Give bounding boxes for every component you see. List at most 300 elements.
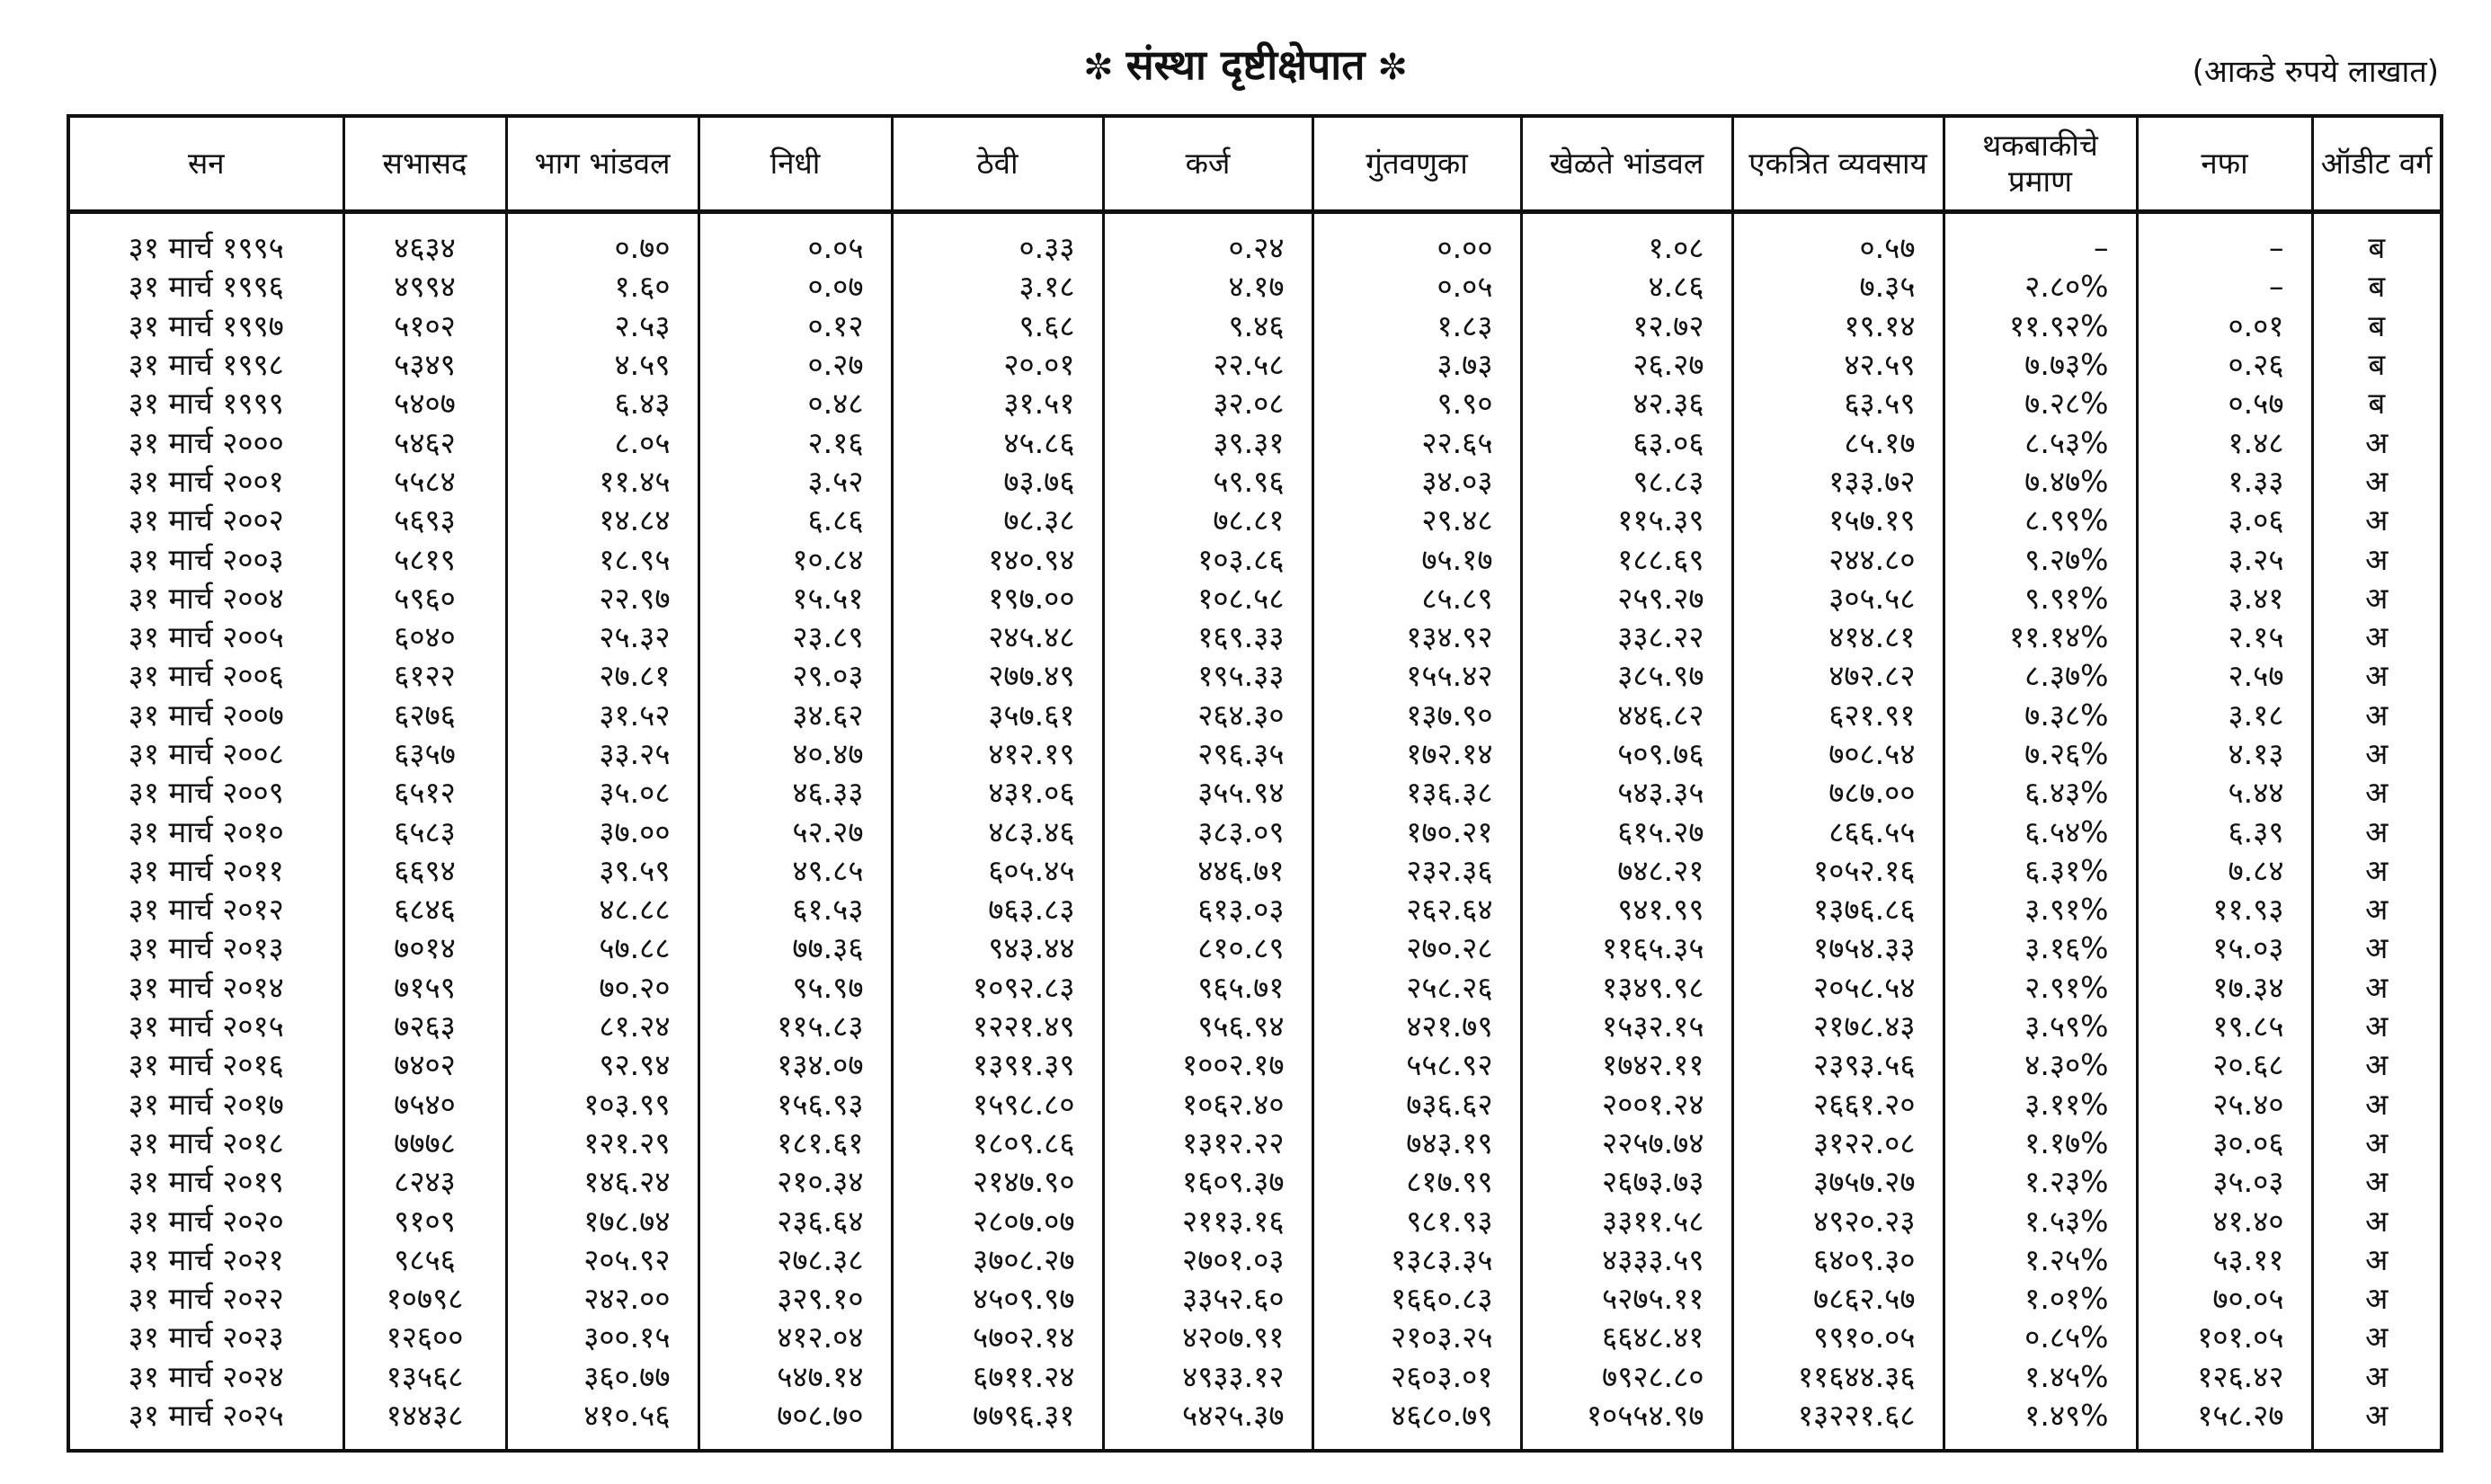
cell-deposits: ३.१८ bbox=[892, 267, 1103, 306]
table-row bbox=[68, 1201, 2442, 1240]
header-total-business: एकत्रित व्यवसाय bbox=[1732, 116, 1944, 212]
cell-deposits: ४३१.०६ bbox=[892, 773, 1103, 812]
cell-profit: – bbox=[2137, 212, 2312, 268]
cell-share-capital: ३६०.७७ bbox=[506, 1357, 698, 1396]
cell-members: ६०४० bbox=[343, 618, 506, 656]
cell-audit-class: अ bbox=[2312, 929, 2442, 967]
cell-audit-class: अ bbox=[2312, 890, 2442, 929]
cell-year: ३१ मार्च २००९ bbox=[68, 773, 343, 812]
cell-audit-class: अ bbox=[2312, 734, 2442, 773]
cell-audit-class: अ bbox=[2312, 773, 2442, 812]
cell-audit-class: अ bbox=[2312, 422, 2442, 461]
cell-profit: १.३३ bbox=[2137, 462, 2312, 501]
cell-profit: ३.४१ bbox=[2137, 579, 2312, 618]
cell-loans: ३२.०८ bbox=[1103, 384, 1312, 422]
cell-npa-ratio: १.५३% bbox=[1944, 1201, 2137, 1240]
cell-year: ३१ मार्च २००८ bbox=[68, 734, 343, 773]
table-row bbox=[68, 773, 2442, 812]
table-row bbox=[68, 1318, 2442, 1356]
cell-funds: ३.५२ bbox=[698, 462, 892, 501]
cell-year: ३१ मार्च २००१ bbox=[68, 462, 343, 501]
cell-working-capital: ९८.८३ bbox=[1521, 462, 1732, 501]
cell-total-business: २०५८.५४ bbox=[1732, 968, 1944, 1007]
cell-members: ५६९३ bbox=[343, 501, 506, 539]
cell-total-business: ३१२२.०८ bbox=[1732, 1124, 1944, 1162]
cell-investments: ०.०० bbox=[1312, 212, 1521, 268]
cell-funds: ९५.९७ bbox=[698, 968, 892, 1007]
cell-loans: ९.४६ bbox=[1103, 307, 1312, 345]
cell-total-business: २४४.८० bbox=[1732, 539, 1944, 578]
cell-year: ३१ मार्च २००६ bbox=[68, 656, 343, 695]
cell-working-capital: १२.७२ bbox=[1521, 307, 1732, 345]
cell-total-business: १३३.७२ bbox=[1732, 462, 1944, 501]
cell-working-capital: २६७३.७३ bbox=[1521, 1162, 1732, 1201]
cell-share-capital: २५.३२ bbox=[506, 618, 698, 656]
cell-investments: २६०३.०१ bbox=[1312, 1357, 1521, 1396]
cell-funds: ५२.२७ bbox=[698, 812, 892, 850]
cell-loans: ३९.३१ bbox=[1103, 422, 1312, 461]
cell-members: १२६०० bbox=[343, 1318, 506, 1356]
cell-profit: २.५७ bbox=[2137, 656, 2312, 695]
table-row bbox=[68, 890, 2442, 929]
cell-deposits: १५९८.८० bbox=[892, 1085, 1103, 1124]
cell-deposits: १२२१.४९ bbox=[892, 1007, 1103, 1045]
cell-share-capital: ८१.२४ bbox=[506, 1007, 698, 1045]
cell-share-capital: ५७.८८ bbox=[506, 929, 698, 967]
cell-working-capital: ६१५.२७ bbox=[1521, 812, 1732, 850]
cell-investments: ३.७३ bbox=[1312, 345, 1521, 384]
cell-working-capital: २५९.२७ bbox=[1521, 579, 1732, 618]
cell-share-capital: ०.७० bbox=[506, 212, 698, 268]
cell-deposits: २४५.४८ bbox=[892, 618, 1103, 656]
cell-working-capital: ७४८.२१ bbox=[1521, 851, 1732, 890]
cell-investments: २७०.२८ bbox=[1312, 929, 1521, 967]
cell-total-business: ८५.१७ bbox=[1732, 422, 1944, 461]
cell-profit: ७०.०५ bbox=[2137, 1279, 2312, 1318]
cell-audit-class: अ bbox=[2312, 618, 2442, 656]
cell-total-business: ७८७.०० bbox=[1732, 773, 1944, 812]
cell-deposits: २७७.४९ bbox=[892, 656, 1103, 695]
cell-investments: १७०.२१ bbox=[1312, 812, 1521, 850]
cell-members: ६६९४ bbox=[343, 851, 506, 890]
cell-members: ४९९४ bbox=[343, 267, 506, 306]
cell-year: ३१ मार्च २०१४ bbox=[68, 968, 343, 1007]
cell-working-capital: २६.२७ bbox=[1521, 345, 1732, 384]
cell-npa-ratio: १.४५% bbox=[1944, 1357, 2137, 1396]
table-row bbox=[68, 618, 2442, 656]
cell-funds: १५.५१ bbox=[698, 579, 892, 618]
asterisk-ornament-icon: ✼ bbox=[1083, 47, 1114, 88]
cell-loans: २७०१.०३ bbox=[1103, 1240, 1312, 1279]
cell-deposits: ७७९६.३१ bbox=[892, 1396, 1103, 1451]
cell-loans: २२.५८ bbox=[1103, 345, 1312, 384]
table-row bbox=[68, 696, 2442, 734]
cell-audit-class: अ bbox=[2312, 968, 2442, 1007]
cell-npa-ratio: १.१७% bbox=[1944, 1124, 2137, 1162]
cell-total-business: ९९१०.०५ bbox=[1732, 1318, 1944, 1356]
cell-profit: १७.३४ bbox=[2137, 968, 2312, 1007]
cell-profit: २५.४० bbox=[2137, 1085, 2312, 1124]
header-npa-ratio: थकबाकीचे प्रमाण bbox=[1944, 116, 2137, 212]
table-row bbox=[68, 422, 2442, 461]
cell-investments: ९.९० bbox=[1312, 384, 1521, 422]
cell-loans: ३८३.०९ bbox=[1103, 812, 1312, 850]
cell-share-capital: १४६.२४ bbox=[506, 1162, 698, 1201]
asterisk-ornament-icon: ✼ bbox=[1377, 47, 1408, 88]
cell-funds: ७०८.७० bbox=[698, 1396, 892, 1451]
cell-members: ७७७८ bbox=[343, 1124, 506, 1162]
cell-year: ३१ मार्च २०१५ bbox=[68, 1007, 343, 1045]
cell-investments: २५८.२६ bbox=[1312, 968, 1521, 1007]
cell-deposits: ९४३.४४ bbox=[892, 929, 1103, 967]
cell-year: ३१ मार्च १९९५ bbox=[68, 212, 343, 268]
cell-members: ४६३४ bbox=[343, 212, 506, 268]
cell-total-business: ४२.५९ bbox=[1732, 345, 1944, 384]
cell-total-business: ६३.५९ bbox=[1732, 384, 1944, 422]
cell-npa-ratio: – bbox=[1944, 212, 2137, 268]
table-row bbox=[68, 539, 2442, 578]
cell-members: ९१०९ bbox=[343, 1201, 506, 1240]
header-share-capital: भाग भांडवल bbox=[506, 116, 698, 212]
cell-year: ३१ मार्च २०१६ bbox=[68, 1045, 343, 1084]
cell-profit: ६.३९ bbox=[2137, 812, 2312, 850]
cell-funds: ४१२.०४ bbox=[698, 1318, 892, 1356]
cell-members: ५३४९ bbox=[343, 345, 506, 384]
cell-funds: ३४.६२ bbox=[698, 696, 892, 734]
cell-loans: १०८.५८ bbox=[1103, 579, 1312, 618]
cell-year: ३१ मार्च २०१३ bbox=[68, 929, 343, 967]
cell-total-business: ६२१.९१ bbox=[1732, 696, 1944, 734]
cell-audit-class: अ bbox=[2312, 1162, 2442, 1201]
header-investments: गुंतवणुका bbox=[1312, 116, 1521, 212]
cell-investments: १३४.९२ bbox=[1312, 618, 1521, 656]
cell-loans: ४.१७ bbox=[1103, 267, 1312, 306]
cell-total-business: २३९३.५६ bbox=[1732, 1045, 1944, 1084]
cell-share-capital: ९२.९४ bbox=[506, 1045, 698, 1084]
cell-members: १४४३८ bbox=[343, 1396, 506, 1451]
cell-profit: ३.१८ bbox=[2137, 696, 2312, 734]
header-loans: कर्ज bbox=[1103, 116, 1312, 212]
cell-deposits: ७६३.८३ bbox=[892, 890, 1103, 929]
cell-members: ७०१४ bbox=[343, 929, 506, 967]
table-row bbox=[68, 579, 2442, 618]
cell-investments: १३६.३८ bbox=[1312, 773, 1521, 812]
cell-profit: ३५.०३ bbox=[2137, 1162, 2312, 1201]
table-row bbox=[68, 734, 2442, 773]
cell-funds: ४०.४७ bbox=[698, 734, 892, 773]
cell-working-capital: ९४१.९९ bbox=[1521, 890, 1732, 929]
cell-loans: ५९.९६ bbox=[1103, 462, 1312, 501]
cell-share-capital: २.५३ bbox=[506, 307, 698, 345]
cell-funds: ०.२७ bbox=[698, 345, 892, 384]
cell-loans: २९६.३५ bbox=[1103, 734, 1312, 773]
cell-members: ६३५७ bbox=[343, 734, 506, 773]
cell-audit-class: अ bbox=[2312, 1124, 2442, 1162]
cell-profit: १०१.०५ bbox=[2137, 1318, 2312, 1356]
cell-audit-class: ब bbox=[2312, 345, 2442, 384]
cell-profit: ४.१३ bbox=[2137, 734, 2312, 773]
cell-profit: ०.२६ bbox=[2137, 345, 2312, 384]
title-text: संस्था दृष्टीक्षेपात bbox=[1125, 40, 1366, 89]
cell-funds: १०.८४ bbox=[698, 539, 892, 578]
cell-npa-ratio: ७.२६% bbox=[1944, 734, 2137, 773]
cell-members: ५१०२ bbox=[343, 307, 506, 345]
table-row bbox=[68, 267, 2442, 306]
cell-total-business: १३२२१.६८ bbox=[1732, 1396, 1944, 1451]
cell-total-business: ६४०९.३० bbox=[1732, 1240, 1944, 1279]
cell-share-capital: ८.०५ bbox=[506, 422, 698, 461]
cell-share-capital: ४८.८८ bbox=[506, 890, 698, 929]
table-row bbox=[68, 212, 2442, 268]
cell-members: ६१२२ bbox=[343, 656, 506, 695]
cell-members: १०७९८ bbox=[343, 1279, 506, 1318]
cell-profit: ४१.४० bbox=[2137, 1201, 2312, 1240]
table-row bbox=[68, 812, 2442, 850]
cell-audit-class: अ bbox=[2312, 1045, 2442, 1084]
cell-members: ५५८४ bbox=[343, 462, 506, 501]
cell-investments: २६२.६४ bbox=[1312, 890, 1521, 929]
cell-audit-class: अ bbox=[2312, 1279, 2442, 1318]
cell-share-capital: २४२.०० bbox=[506, 1279, 698, 1318]
cell-year: ३१ मार्च २०२१ bbox=[68, 1240, 343, 1279]
cell-profit: ०.०१ bbox=[2137, 307, 2312, 345]
cell-year: ३१ मार्च २००३ bbox=[68, 539, 343, 578]
cell-members: ९८५६ bbox=[343, 1240, 506, 1279]
cell-npa-ratio: १.२३% bbox=[1944, 1162, 2137, 1201]
cell-working-capital: १०५५४.९७ bbox=[1521, 1396, 1732, 1451]
cell-total-business: ४७२.८२ bbox=[1732, 656, 1944, 695]
cell-npa-ratio: १.४९% bbox=[1944, 1396, 2137, 1451]
cell-npa-ratio: ७.३८% bbox=[1944, 696, 2137, 734]
cell-deposits: ७३.७६ bbox=[892, 462, 1103, 501]
cell-total-business: २१७८.४३ bbox=[1732, 1007, 1944, 1045]
cell-npa-ratio: ६.३१% bbox=[1944, 851, 2137, 890]
cell-share-capital: ४.५९ bbox=[506, 345, 698, 384]
cell-deposits: ९.६८ bbox=[892, 307, 1103, 345]
cell-audit-class: ब bbox=[2312, 384, 2442, 422]
cell-year: ३१ मार्च २०२३ bbox=[68, 1318, 343, 1356]
cell-deposits: ३१.५१ bbox=[892, 384, 1103, 422]
cell-loans: १३१२.२२ bbox=[1103, 1124, 1312, 1162]
cell-total-business: १३७६.८६ bbox=[1732, 890, 1944, 929]
cell-year: ३१ मार्च १९९९ bbox=[68, 384, 343, 422]
cell-year: ३१ मार्च २०१२ bbox=[68, 890, 343, 929]
cell-npa-ratio: ८.३७% bbox=[1944, 656, 2137, 695]
cell-loans: २११३.१६ bbox=[1103, 1201, 1312, 1240]
cell-share-capital: १०३.९९ bbox=[506, 1085, 698, 1124]
cell-audit-class: अ bbox=[2312, 1396, 2442, 1451]
cell-audit-class: अ bbox=[2312, 1357, 2442, 1396]
cell-audit-class: अ bbox=[2312, 812, 2442, 850]
cell-working-capital: ५४३.३५ bbox=[1521, 773, 1732, 812]
cell-loans: ३३५२.६० bbox=[1103, 1279, 1312, 1318]
cell-share-capital: १२१.२९ bbox=[506, 1124, 698, 1162]
cell-npa-ratio: ०.८५% bbox=[1944, 1318, 2137, 1356]
cell-npa-ratio: ९.९१% bbox=[1944, 579, 2137, 618]
cell-npa-ratio: ३.१६% bbox=[1944, 929, 2137, 967]
cell-members: ६५१२ bbox=[343, 773, 506, 812]
header-profit: नफा bbox=[2137, 116, 2312, 212]
cell-profit: ३०.०६ bbox=[2137, 1124, 2312, 1162]
cell-year: ३१ मार्च २०१८ bbox=[68, 1124, 343, 1162]
cell-audit-class: अ bbox=[2312, 851, 2442, 890]
cell-working-capital: १८८.६९ bbox=[1521, 539, 1732, 578]
cell-year: ३१ मार्च २०१९ bbox=[68, 1162, 343, 1201]
cell-share-capital: १४.८४ bbox=[506, 501, 698, 539]
cell-funds: ६.८६ bbox=[698, 501, 892, 539]
cell-share-capital: ६.४३ bbox=[506, 384, 698, 422]
institution-summary-table bbox=[67, 114, 2443, 1453]
cell-share-capital: १७८.७४ bbox=[506, 1201, 698, 1240]
cell-share-capital: ४१०.५६ bbox=[506, 1396, 698, 1451]
cell-working-capital: १३४९.९८ bbox=[1521, 968, 1732, 1007]
cell-npa-ratio: १.०१% bbox=[1944, 1279, 2137, 1318]
cell-working-capital: ७९२८.८० bbox=[1521, 1357, 1732, 1396]
cell-profit: १९.८५ bbox=[2137, 1007, 2312, 1045]
cell-investments: १.८३ bbox=[1312, 307, 1521, 345]
cell-total-business: २६६१.२० bbox=[1732, 1085, 1944, 1124]
cell-loans: ४२०७.९१ bbox=[1103, 1318, 1312, 1356]
cell-working-capital: १७४२.११ bbox=[1521, 1045, 1732, 1084]
cell-funds: १५६.९३ bbox=[698, 1085, 892, 1124]
cell-deposits: ६७११.२४ bbox=[892, 1357, 1103, 1396]
cell-year: ३१ मार्च २०२४ bbox=[68, 1357, 343, 1396]
cell-funds: ४९.८५ bbox=[698, 851, 892, 890]
cell-profit: – bbox=[2137, 267, 2312, 306]
cell-year: ३१ मार्च २०११ bbox=[68, 851, 343, 890]
cell-total-business: ४९२०.२३ bbox=[1732, 1201, 1944, 1240]
cell-deposits: १४०.९४ bbox=[892, 539, 1103, 578]
unit-note: (आकडे रुपये लाखात) bbox=[2192, 54, 2439, 90]
cell-total-business: ७८६२.५७ bbox=[1732, 1279, 1944, 1318]
cell-working-capital: ३३८.२२ bbox=[1521, 618, 1732, 656]
cell-audit-class: अ bbox=[2312, 1007, 2442, 1045]
cell-members: ६८४६ bbox=[343, 890, 506, 929]
cell-investments: ३४.०३ bbox=[1312, 462, 1521, 501]
cell-working-capital: २२५७.७४ bbox=[1521, 1124, 1732, 1162]
cell-total-business: ८६६.५५ bbox=[1732, 812, 1944, 850]
cell-audit-class: ब bbox=[2312, 307, 2442, 345]
cell-loans: १०६२.४० bbox=[1103, 1085, 1312, 1124]
cell-audit-class: अ bbox=[2312, 539, 2442, 578]
cell-year: ३१ मार्च २०२२ bbox=[68, 1279, 343, 1318]
cell-npa-ratio: ६.५४% bbox=[1944, 812, 2137, 850]
cell-deposits: ४५.८६ bbox=[892, 422, 1103, 461]
cell-audit-class: ब bbox=[2312, 267, 2442, 306]
cell-working-capital: १५३२.१५ bbox=[1521, 1007, 1732, 1045]
cell-funds: २३६.६४ bbox=[698, 1201, 892, 1240]
cell-profit: १२६.४२ bbox=[2137, 1357, 2312, 1396]
cell-members: ६५८३ bbox=[343, 812, 506, 850]
cell-funds: ४६.३३ bbox=[698, 773, 892, 812]
cell-working-capital: ४४६.८२ bbox=[1521, 696, 1732, 734]
cell-deposits: ३७०८.२७ bbox=[892, 1240, 1103, 1279]
cell-profit: ७.८४ bbox=[2137, 851, 2312, 890]
cell-year: ३१ मार्च २००० bbox=[68, 422, 343, 461]
cell-share-capital: २२.९७ bbox=[506, 579, 698, 618]
cell-investments: १३७.९० bbox=[1312, 696, 1521, 734]
cell-investments: २१०३.२५ bbox=[1312, 1318, 1521, 1356]
table-row bbox=[68, 1124, 2442, 1162]
cell-funds: ०.०५ bbox=[698, 212, 892, 268]
cell-loans: ९६५.७१ bbox=[1103, 968, 1312, 1007]
cell-npa-ratio: ११.९२% bbox=[1944, 307, 2137, 345]
cell-funds: १३४.०७ bbox=[698, 1045, 892, 1084]
cell-deposits: १३९१.३९ bbox=[892, 1045, 1103, 1084]
cell-investments: ७४३.१९ bbox=[1312, 1124, 1521, 1162]
table-row bbox=[68, 1045, 2442, 1084]
cell-audit-class: ब bbox=[2312, 212, 2442, 268]
table-row bbox=[68, 1162, 2442, 1201]
cell-npa-ratio: ७.२८% bbox=[1944, 384, 2137, 422]
cell-members: ५४०७ bbox=[343, 384, 506, 422]
cell-audit-class: अ bbox=[2312, 1201, 2442, 1240]
cell-investments: २३२.३६ bbox=[1312, 851, 1521, 890]
cell-npa-ratio: ७.४७% bbox=[1944, 462, 2137, 501]
cell-total-business: ३०५.५८ bbox=[1732, 579, 1944, 618]
cell-members: ८२४३ bbox=[343, 1162, 506, 1201]
cell-investments: ८१७.९९ bbox=[1312, 1162, 1521, 1201]
cell-audit-class: अ bbox=[2312, 656, 2442, 695]
table-row bbox=[68, 345, 2442, 384]
cell-deposits: २१४७.९० bbox=[892, 1162, 1103, 1201]
cell-working-capital: ५०९.७६ bbox=[1521, 734, 1732, 773]
cell-deposits: ५७०२.१४ bbox=[892, 1318, 1103, 1356]
cell-profit: २.१५ bbox=[2137, 618, 2312, 656]
cell-total-business: १७५४.३३ bbox=[1732, 929, 1944, 967]
cell-npa-ratio: २.८०% bbox=[1944, 267, 2137, 306]
cell-loans: ४४६.७१ bbox=[1103, 851, 1312, 890]
cell-year: ३१ मार्च २००२ bbox=[68, 501, 343, 539]
header-audit-class: ऑडीट वर्ग bbox=[2312, 116, 2442, 212]
cell-profit: २०.६८ bbox=[2137, 1045, 2312, 1084]
cell-investments: ४२१.७९ bbox=[1312, 1007, 1521, 1045]
cell-funds: २.१६ bbox=[698, 422, 892, 461]
cell-loans: ८१०.८९ bbox=[1103, 929, 1312, 967]
cell-profit: ३.०६ bbox=[2137, 501, 2312, 539]
cell-members: ७२६३ bbox=[343, 1007, 506, 1045]
table-row bbox=[68, 501, 2442, 539]
cell-year: ३१ मार्च २००४ bbox=[68, 579, 343, 618]
cell-loans: १६०९.३७ bbox=[1103, 1162, 1312, 1201]
cell-funds: ११५.८३ bbox=[698, 1007, 892, 1045]
cell-npa-ratio: २.९१% bbox=[1944, 968, 2137, 1007]
header-year: सन bbox=[68, 116, 343, 212]
cell-working-capital: १.०८ bbox=[1521, 212, 1732, 268]
cell-members: ७४०२ bbox=[343, 1045, 506, 1084]
cell-year: ३१ मार्च २००५ bbox=[68, 618, 343, 656]
cell-npa-ratio: ८.९९% bbox=[1944, 501, 2137, 539]
cell-deposits: १०९२.८३ bbox=[892, 968, 1103, 1007]
table-header-row bbox=[68, 116, 2442, 212]
cell-investments: १३८३.३५ bbox=[1312, 1240, 1521, 1279]
cell-npa-ratio: ४.३०% bbox=[1944, 1045, 2137, 1084]
cell-total-business: ०.५७ bbox=[1732, 212, 1944, 268]
cell-profit: ३.२५ bbox=[2137, 539, 2312, 578]
page-title bbox=[0, 36, 2491, 92]
cell-deposits: २८०७.०७ bbox=[892, 1201, 1103, 1240]
table-row bbox=[68, 1007, 2442, 1045]
cell-year: ३१ मार्च २००७ bbox=[68, 696, 343, 734]
cell-total-business: ७०८.५४ bbox=[1732, 734, 1944, 773]
table-row bbox=[68, 1357, 2442, 1396]
cell-share-capital: ७०.२० bbox=[506, 968, 698, 1007]
cell-deposits: ०.३३ bbox=[892, 212, 1103, 268]
cell-members: ५८१९ bbox=[343, 539, 506, 578]
cell-share-capital: १८.९५ bbox=[506, 539, 698, 578]
cell-share-capital: २०५.९२ bbox=[506, 1240, 698, 1279]
cell-total-business: ४१४.८१ bbox=[1732, 618, 1944, 656]
